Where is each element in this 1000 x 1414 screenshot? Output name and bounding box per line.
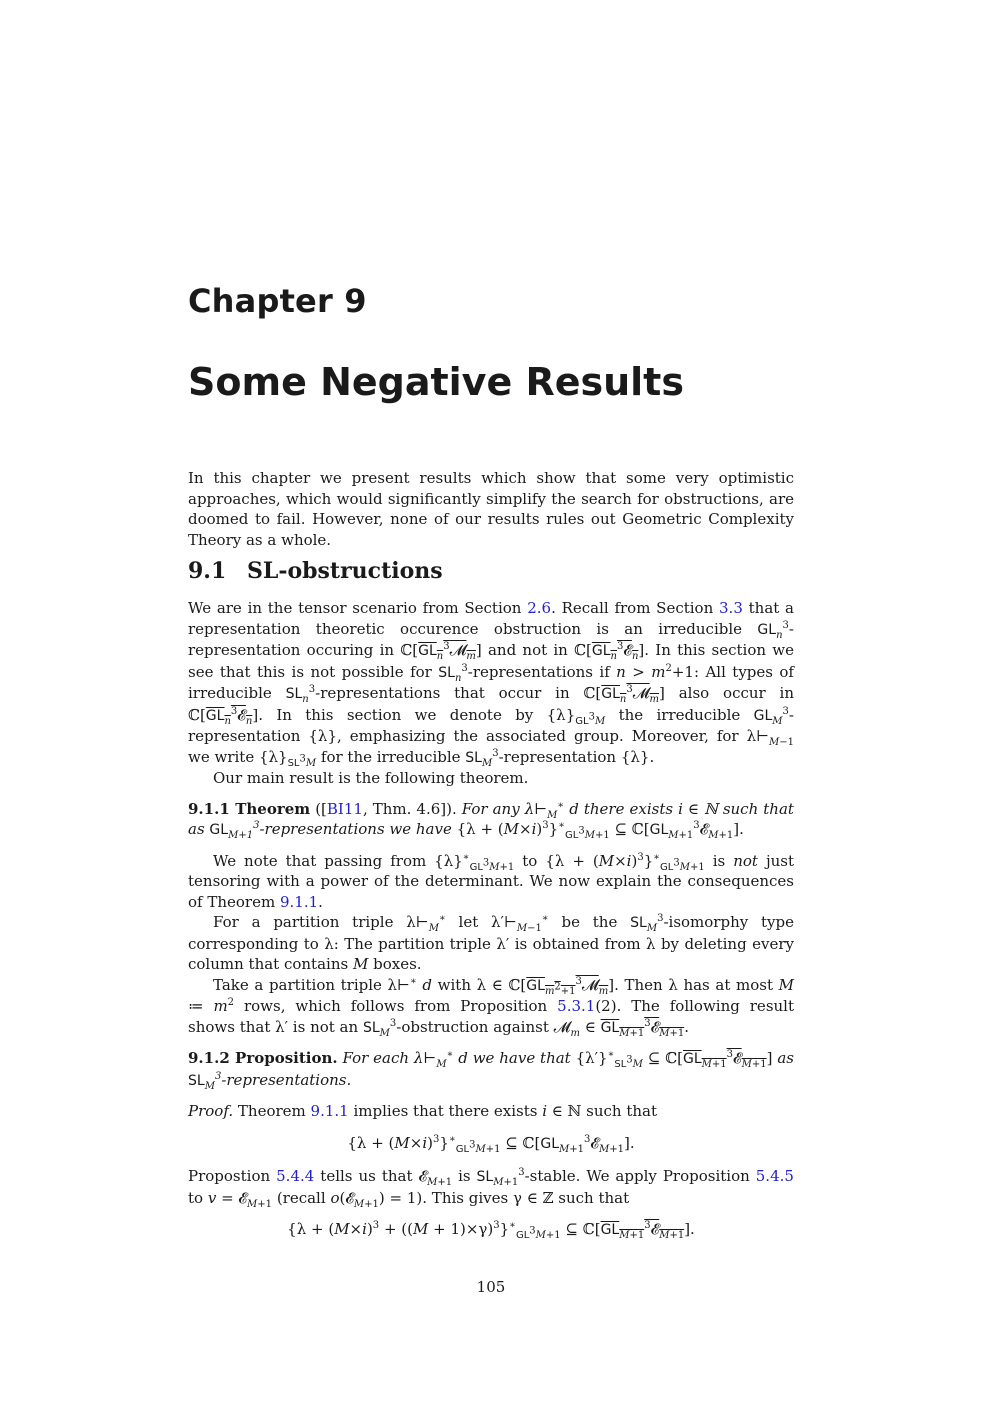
paragraph-1: We are in the tensor scenario from Section 2.6. Recall from Section 3.3 that a representation theoretic occurence obstruction is an irreducible $GL_n^3$-representation occuring in $ℂ[GL_n^3𝓜_m]$ and not in $ℂ[GL_n^3𝓔_n]$. In this section we see that this is not possible for $SL_n^3$-representations if $n > m^2+1$: All types of irreducible $SL_n^3$-representations that occur in $ℂ[GL_n^3𝓜_m]$ also occur in $ℂ[GL_n^3𝓔_n]$. In this section we denote by $\{\lambda\}_{GL^3M}$ the irreducible $GL_M^3$-representation {λ}, emphasizing the associated group. Moreover, for $\lambda⊢_{M-1}$ we write $\{\lambda\}_{SL^3M}$ for the irreducible $SL_M^3$-representation {λ}.: [188, 599, 794, 769]
section-title: SL-obstructions: [247, 558, 443, 584]
proof-theorem-9-1-1-link[interactable]: 9.1.1: [310, 1102, 349, 1120]
display-equation-1: $\{\lambda + (M\times i)^3\}^∗_{GL^3M+1}$ ⊆ $ℂ[GL_{M+1}^3𝓔_{M+1}]$.: [347, 1133, 635, 1155]
proof-label: Proof.: [188, 1102, 234, 1120]
display-equation-2: $\{\lambda + (M\times i)^3 + ((M + 1)\times\gamma)^3\}^∗_{GL^3M+1}$ ⊆ $ℂ[GL_{M+1}^3𝓔_{M+1}]$.: [287, 1220, 695, 1241]
proposition-5-4-4-link[interactable]: 5.4.4: [276, 1167, 315, 1185]
chapter-label: Chapter 9: [188, 282, 367, 320]
theorem-9-1-1: 9.1.1 Theorem ([BI11, Thm. 4.6]). For any $\lambda⊢_M^∗$ d there exists i ∈ ℕ such that as $GL_{M+1}^3$-representations we have $\{\lambda + (M\times i)^3\}^∗_{GL^3M+1}$ ⊆ $ℂ[GL_{M+1}^3𝓔_{M+1}]$.: [188, 799, 794, 841]
theorem-label: 9.1.1 Theorem: [188, 799, 311, 818]
section-number: 9.1: [188, 558, 227, 584]
page-number: 105: [476, 1278, 506, 1296]
section-3-3-link[interactable]: 3.3: [719, 599, 743, 617]
paragraph-2: Our main result is the following theorem.: [213, 769, 529, 787]
proof-paragraph: Proof. Theorem 9.1.1 implies that there exists i ∈ ℕ such that: [188, 1102, 658, 1120]
chapter-intro: In this chapter we present results which show that some very optimistic approaches, which would significantly simplify the search for obstructions, are doomed to fail. However, none of our results rules out Geometric Complexity Theory as a whole.: [188, 469, 794, 549]
chapter-title: Some Negative Results: [188, 360, 684, 404]
section-2-6-link[interactable]: 2.6: [527, 599, 552, 617]
paragraph-4: For a partition triple $\lambda⊢_M^∗$ let $\lambda'⊢_{M-1}^∗$ be the $SL_M^3$-isomorphy type corresponding to λ: The partition triple λ′ is obtained from λ by deleting every column that contains M boxes.: [188, 913, 794, 973]
paragraph-3: We note that passing from $\{\lambda\}^∗_{GL^3M+1}$ to $\{\lambda + (M\times i)^3\}^∗_{GL^3M+1}$ is not just tensoring with a power of the determinant. We now explain the consequences of Theorem 9.1.1.: [188, 851, 794, 911]
paragraph-5: Take a partition triple λ⊢∗ d with λ ∈ $ℂ[GL_{m^2+1}^3𝓜_m]$. Then λ has at most M ≔ $m^2$ rows, which follows from Proposition 5.3.1(2). The following result shows that λ′ is not an $SL_M^3$-obstruction against 𝓜$_m$ ∈ $GL_{M+1}^3𝓔_{M+1}$.: [188, 975, 794, 1039]
theorem-9-1-1-link[interactable]: 9.1.1: [279, 892, 319, 911]
proposition-5-4-5-link[interactable]: 5.4.5: [755, 1167, 794, 1185]
proposition-5-3-1-link[interactable]: 5.3.1: [557, 997, 596, 1015]
proposition-9-1-2: 9.1.2 Proposition. For each $\lambda⊢_M^∗$ d we have that $\{\lambda'\}^∗_{SL^3M}$ ⊆ $ℂ[GL_{M+1}^3𝓔_{M+1}]$ as $SL_M^3$-representations.: [188, 1049, 794, 1092]
proposition-label: 9.1.2 Proposition.: [188, 1049, 338, 1067]
section-body: [188, 598, 794, 1253]
proof-paragraph-2: Propostion 5.4.4 tells us that 𝓔$_{M+1}$ is $SL_{M+1}^3$-stable. We apply Proposition 5.4.5 to v = 𝓔$_{M+1}$ (recall o(𝓔$_{M+1}$) = 1). This gives γ ∈ ℤ such that: [188, 1167, 794, 1210]
section-heading: [188, 558, 443, 584]
bi11-citation-link[interactable]: BI11: [326, 799, 363, 818]
